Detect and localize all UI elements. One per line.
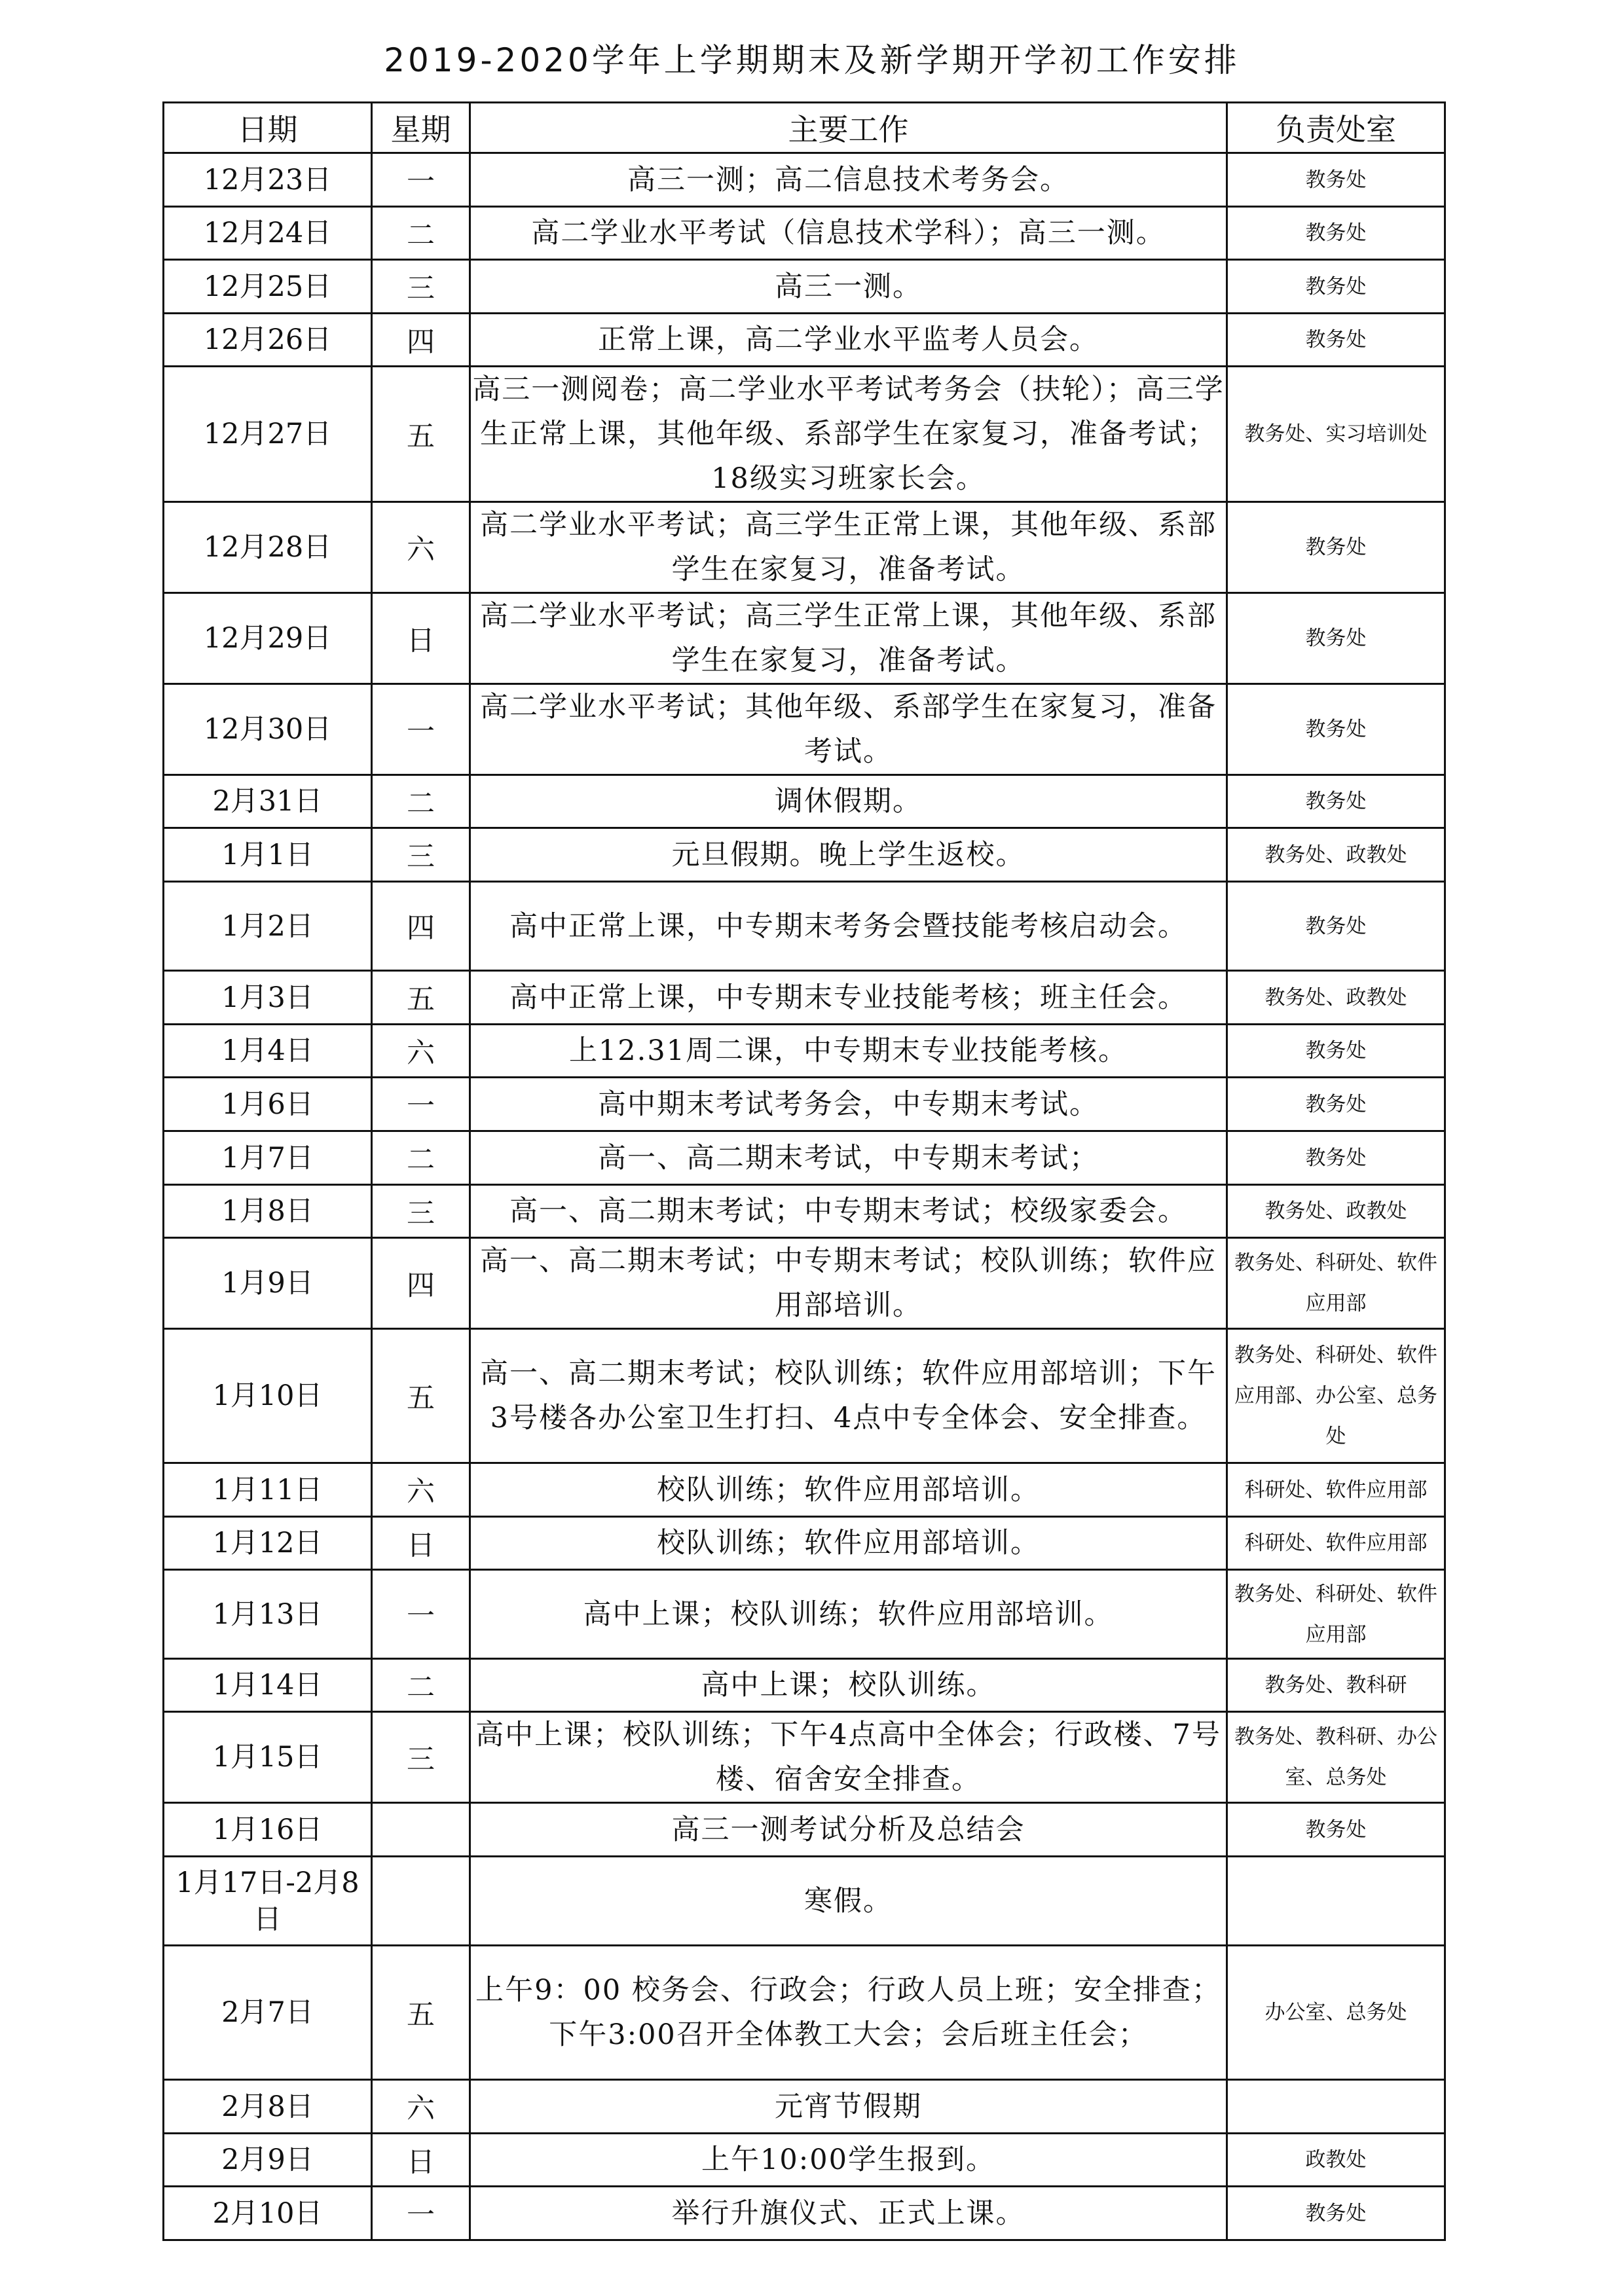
row-dept: 教务处、科研处、软件应用部	[1227, 1570, 1445, 1659]
row-dept: 教务处、教科研、办公室、总务处	[1227, 1712, 1445, 1803]
table-row	[164, 1857, 1445, 1946]
row-weekday: 一	[372, 153, 470, 207]
header-date: 日期	[164, 103, 372, 153]
row-weekday: 一	[372, 684, 470, 775]
row-date: 1月15日	[164, 1712, 372, 1803]
table-row	[164, 153, 1445, 207]
table-row	[164, 1185, 1445, 1238]
row-task: 高二学业水平考试（信息技术学科）；高三一测。	[470, 207, 1227, 260]
row-task: 高一、高二期末考试；校队训练；软件应用部培训；下午3号楼各办公室卫生打扫、4点中专全体会、安全排查。	[470, 1329, 1227, 1463]
row-weekday: 三	[372, 1712, 470, 1803]
row-task: 高二学业水平考试；高三学生正常上课，其他年级、系部学生在家复习，准备考试。	[470, 502, 1227, 593]
table-row	[164, 1946, 1445, 2080]
row-task: 高一、高二期末考试，中专期末考试；	[470, 1131, 1227, 1185]
row-dept: 教务处	[1227, 314, 1445, 367]
header-dept: 负责处室	[1227, 103, 1445, 153]
table-row	[164, 1803, 1445, 1857]
table-row	[164, 502, 1445, 593]
row-weekday: 三	[372, 260, 470, 314]
row-date: 2月9日	[164, 2134, 372, 2187]
row-date: 1月12日	[164, 1517, 372, 1570]
table-row	[164, 882, 1445, 971]
row-dept: 教务处、政教处	[1227, 1185, 1445, 1238]
row-dept: 教务处、实习培训处	[1227, 367, 1445, 502]
row-date: 1月2日	[164, 882, 372, 971]
row-weekday: 一	[372, 1570, 470, 1659]
row-task: 高二学业水平考试；高三学生正常上课，其他年级、系部学生在家复习，准备考试。	[470, 593, 1227, 684]
row-weekday: 一	[372, 1078, 470, 1131]
row-weekday: 一	[372, 2187, 470, 2240]
row-date: 12月23日	[164, 153, 372, 207]
row-date: 1月3日	[164, 971, 372, 1025]
row-task: 高中正常上课，中专期末专业技能考核；班主任会。	[470, 971, 1227, 1025]
row-date: 12月27日	[164, 367, 372, 502]
table-row	[164, 1131, 1445, 1185]
table-row	[164, 971, 1445, 1025]
row-date: 1月14日	[164, 1659, 372, 1712]
table-row	[164, 684, 1445, 775]
row-date: 1月6日	[164, 1078, 372, 1131]
table-row	[164, 1078, 1445, 1131]
row-date: 1月17日-2月8日	[164, 1857, 372, 1946]
row-dept: 教务处	[1227, 1078, 1445, 1131]
row-weekday: 六	[372, 502, 470, 593]
row-dept: 科研处、软件应用部	[1227, 1517, 1445, 1570]
row-weekday: 五	[372, 367, 470, 502]
row-date: 12月24日	[164, 207, 372, 260]
row-dept: 教务处	[1227, 1803, 1445, 1857]
row-weekday: 日	[372, 2134, 470, 2187]
table-row	[164, 260, 1445, 314]
row-dept: 教务处	[1227, 593, 1445, 684]
header-row	[164, 103, 1445, 153]
row-task: 高二学业水平考试；其他年级、系部学生在家复习，准备考试。	[470, 684, 1227, 775]
page-title: 2019-2020学年上学期期末及新学期开学初工作安排	[384, 41, 1240, 79]
row-weekday: 四	[372, 1238, 470, 1329]
row-date: 2月10日	[164, 2187, 372, 2240]
table-row	[164, 1329, 1445, 1463]
row-weekday: 四	[372, 882, 470, 971]
row-weekday	[372, 1857, 470, 1946]
row-dept: 科研处、软件应用部	[1227, 1463, 1445, 1517]
row-task: 高三一测考试分析及总结会	[470, 1803, 1227, 1857]
row-task: 高中正常上课，中专期末考务会暨技能考核启动会。	[470, 882, 1227, 971]
row-date: 1月11日	[164, 1463, 372, 1517]
row-date: 1月13日	[164, 1570, 372, 1659]
row-task: 调休假期。	[470, 775, 1227, 828]
table-row	[164, 2080, 1445, 2134]
row-date: 12月25日	[164, 260, 372, 314]
row-task: 元宵节假期	[470, 2080, 1227, 2134]
schedule-table	[162, 101, 1446, 2241]
row-dept: 教务处	[1227, 207, 1445, 260]
row-task: 寒假。	[470, 1857, 1227, 1946]
row-task: 高中上课；校队训练。	[470, 1659, 1227, 1712]
row-task: 高中上课；校队训练；软件应用部培训。	[470, 1570, 1227, 1659]
row-weekday: 日	[372, 593, 470, 684]
row-weekday: 五	[372, 1329, 470, 1463]
row-task: 高三一测阅卷；高二学业水平考试考务会（扶轮）；高三学生正常上课，其他年级、系部学生在家复习，准备考试；18级实习班家长会。	[470, 367, 1227, 502]
row-weekday: 二	[372, 775, 470, 828]
row-date: 1月16日	[164, 1803, 372, 1857]
row-dept: 教务处	[1227, 1025, 1445, 1078]
row-dept: 教务处	[1227, 502, 1445, 593]
table-row	[164, 1517, 1445, 1570]
row-dept: 教务处、政教处	[1227, 828, 1445, 882]
row-date: 12月28日	[164, 502, 372, 593]
row-task: 上午10:00学生报到。	[470, 2134, 1227, 2187]
row-date: 1月1日	[164, 828, 372, 882]
row-task: 高三一测。	[470, 260, 1227, 314]
table-row	[164, 1570, 1445, 1659]
row-date: 1月7日	[164, 1131, 372, 1185]
table-row	[164, 593, 1445, 684]
header-weekday: 星期	[372, 103, 470, 153]
table-row	[164, 367, 1445, 502]
row-date: 2月31日	[164, 775, 372, 828]
table-row	[164, 1463, 1445, 1517]
row-weekday: 三	[372, 828, 470, 882]
row-date: 1月4日	[164, 1025, 372, 1078]
row-dept: 办公室、总务处	[1227, 1946, 1445, 2080]
table-row	[164, 828, 1445, 882]
row-dept	[1227, 2080, 1445, 2134]
row-dept: 教务处	[1227, 882, 1445, 971]
row-dept: 教务处	[1227, 153, 1445, 207]
header-task: 主要工作	[470, 103, 1227, 153]
table-row	[164, 1025, 1445, 1078]
row-weekday: 日	[372, 1517, 470, 1570]
row-task: 上午9：00 校务会、行政会；行政人员上班；安全排查；下午3:00召开全体教工大会；会后班主任会；	[470, 1946, 1227, 2080]
table-row	[164, 2134, 1445, 2187]
row-task: 校队训练；软件应用部培训。	[470, 1463, 1227, 1517]
row-dept: 教务处、政教处	[1227, 971, 1445, 1025]
row-date: 12月29日	[164, 593, 372, 684]
table-row	[164, 207, 1445, 260]
row-weekday: 二	[372, 1659, 470, 1712]
table-row	[164, 1238, 1445, 1329]
row-task: 高三一测；高二信息技术考务会。	[470, 153, 1227, 207]
row-task: 正常上课，高二学业水平监考人员会。	[470, 314, 1227, 367]
row-task: 高一、高二期末考试；中专期末考试；校级家委会。	[470, 1185, 1227, 1238]
table-row	[164, 775, 1445, 828]
row-dept: 政教处	[1227, 2134, 1445, 2187]
row-weekday: 六	[372, 2080, 470, 2134]
row-weekday: 六	[372, 1025, 470, 1078]
row-dept: 教务处	[1227, 684, 1445, 775]
row-task: 高一、高二期末考试；中专期末考试；校队训练；软件应用部培训。	[470, 1238, 1227, 1329]
row-weekday: 五	[372, 1946, 470, 2080]
row-date: 12月30日	[164, 684, 372, 775]
row-weekday: 六	[372, 1463, 470, 1517]
row-dept: 教务处	[1227, 775, 1445, 828]
row-dept: 教务处、教科研	[1227, 1659, 1445, 1712]
row-task: 校队训练；软件应用部培训。	[470, 1517, 1227, 1570]
row-weekday: 三	[372, 1185, 470, 1238]
table-row	[164, 2187, 1445, 2240]
row-date: 1月8日	[164, 1185, 372, 1238]
row-task: 上12.31周二课，中专期末专业技能考核。	[470, 1025, 1227, 1078]
table-row	[164, 1712, 1445, 1803]
row-date: 1月10日	[164, 1329, 372, 1463]
row-task: 高中期末考试考务会，中专期末考试。	[470, 1078, 1227, 1131]
row-weekday: 五	[372, 971, 470, 1025]
row-task: 元旦假期。晚上学生返校。	[470, 828, 1227, 882]
row-date: 12月26日	[164, 314, 372, 367]
row-weekday: 二	[372, 207, 470, 260]
schedule-body	[164, 153, 1445, 2240]
row-weekday: 四	[372, 314, 470, 367]
row-weekday	[372, 1803, 470, 1857]
row-dept: 教务处、科研处、软件应用部、办公室、总务处	[1227, 1329, 1445, 1463]
row-dept: 教务处	[1227, 2187, 1445, 2240]
row-task: 高中上课；校队训练；下午4点高中全体会；行政楼、7号楼、宿舍安全排查。	[470, 1712, 1227, 1803]
row-weekday: 二	[372, 1131, 470, 1185]
row-dept: 教务处、科研处、软件应用部	[1227, 1238, 1445, 1329]
row-date: 2月7日	[164, 1946, 372, 2080]
row-date: 1月9日	[164, 1238, 372, 1329]
row-dept: 教务处	[1227, 260, 1445, 314]
table-row	[164, 1659, 1445, 1712]
row-date: 2月8日	[164, 2080, 372, 2134]
row-dept	[1227, 1857, 1445, 1946]
row-task: 举行升旗仪式、正式上课。	[470, 2187, 1227, 2240]
row-dept: 教务处	[1227, 1131, 1445, 1185]
table-row	[164, 314, 1445, 367]
